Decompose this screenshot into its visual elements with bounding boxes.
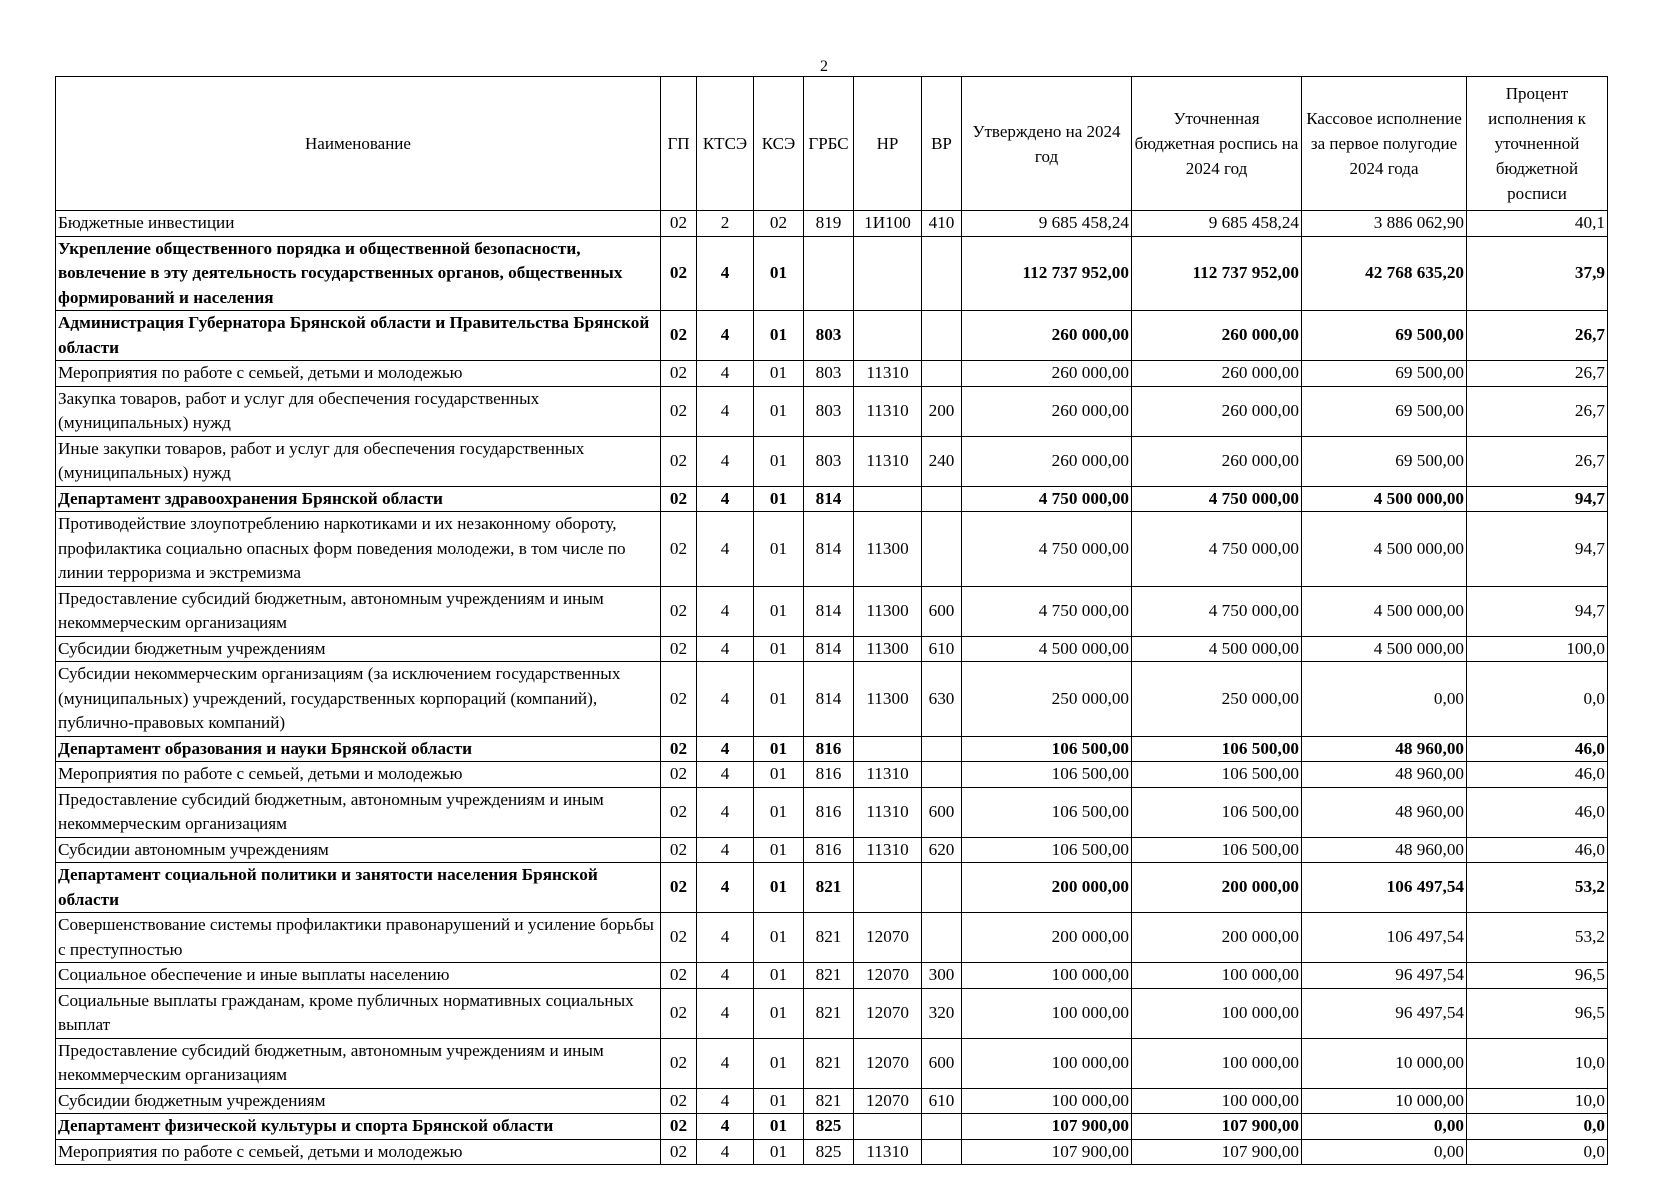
cell-percent: 26,7 [1467,361,1608,387]
cell-vr [922,486,962,512]
table-row [56,436,1608,486]
cell-name: Социальные выплаты гражданам, кроме публичных нормативных социальных выплат [56,988,661,1038]
table-row [56,736,1608,762]
cell-nr [854,486,922,512]
header-cash: Кассовое исполнение за первое полугодие 2024 года [1302,77,1467,211]
cell-approved: 106 500,00 [962,736,1132,762]
cell-ktse: 4 [697,512,754,587]
cell-name: Мероприятия по работе с семьей, детьми и молодежью [56,762,661,788]
cell-grbs: 803 [804,361,854,387]
cell-approved: 4 750 000,00 [962,586,1132,636]
cell-approved: 250 000,00 [962,662,1132,737]
cell-ktse: 4 [697,1088,754,1114]
cell-gp: 02 [661,1038,697,1088]
cell-ktse: 4 [697,863,754,913]
table-row [56,311,1608,361]
cell-vr: 610 [922,1088,962,1114]
table-row [56,837,1608,863]
cell-grbs: 821 [804,863,854,913]
cell-name: Бюджетные инвестиции [56,211,661,237]
cell-ktse: 2 [697,211,754,237]
cell-name: Субсидии автономным учреждениям [56,837,661,863]
cell-nr [854,863,922,913]
cell-percent: 96,5 [1467,963,1608,989]
cell-vr: 410 [922,211,962,237]
cell-ktse: 4 [697,736,754,762]
cell-nr: 11310 [854,762,922,788]
cell-percent: 37,9 [1467,236,1608,311]
cell-percent: 26,7 [1467,311,1608,361]
cell-ktse: 4 [697,837,754,863]
cell-name: Укрепление общественного порядка и общественной безопасности, вовлечение в эту деятельность государственных органов, общественных формирований и населения [56,236,661,311]
cell-kse: 01 [754,913,804,963]
cell-name: Администрация Губернатора Брянской области и Правительства Брянской области [56,311,661,361]
cell-kse: 01 [754,1114,804,1140]
cell-nr [854,1114,922,1140]
cell-refined: 107 900,00 [1132,1139,1302,1165]
cell-percent: 53,2 [1467,863,1608,913]
cell-grbs: 816 [804,736,854,762]
header-nr: НР [854,77,922,211]
cell-gp: 02 [661,863,697,913]
cell-ktse: 4 [697,1038,754,1088]
cell-vr [922,913,962,963]
cell-cash: 69 500,00 [1302,436,1467,486]
table-row [56,512,1608,587]
cell-gp: 02 [661,436,697,486]
cell-ktse: 4 [697,662,754,737]
cell-percent: 46,0 [1467,837,1608,863]
cell-kse: 01 [754,787,804,837]
table-row [56,963,1608,989]
cell-ktse: 4 [697,436,754,486]
cell-approved: 100 000,00 [962,963,1132,989]
cell-grbs: 803 [804,436,854,486]
cell-approved: 9 685 458,24 [962,211,1132,237]
cell-name: Департамент образования и науки Брянской области [56,736,661,762]
cell-gp: 02 [661,636,697,662]
cell-approved: 112 737 952,00 [962,236,1132,311]
cell-vr [922,863,962,913]
cell-vr [922,361,962,387]
cell-grbs: 821 [804,963,854,989]
table-row [56,1139,1608,1165]
cell-cash: 48 960,00 [1302,787,1467,837]
cell-cash: 0,00 [1302,1139,1467,1165]
cell-kse: 01 [754,963,804,989]
cell-cash: 106 497,54 [1302,913,1467,963]
table-row [56,636,1608,662]
table-row [56,1114,1608,1140]
cell-kse: 01 [754,762,804,788]
cell-gp: 02 [661,311,697,361]
cell-refined: 260 000,00 [1132,386,1302,436]
cell-grbs: 814 [804,512,854,587]
cell-vr [922,736,962,762]
cell-kse: 01 [754,311,804,361]
cell-cash: 69 500,00 [1302,361,1467,387]
cell-refined: 260 000,00 [1132,436,1302,486]
cell-cash: 0,00 [1302,662,1467,737]
cell-approved: 260 000,00 [962,361,1132,387]
cell-approved: 107 900,00 [962,1139,1132,1165]
cell-name: Противодействие злоупотреблению наркотиками и их незаконному обороту, профилактика социально опасных форм поведения молодежи, в том числе по линии терроризма и экстремизма [56,512,661,587]
cell-grbs: 825 [804,1139,854,1165]
cell-refined: 9 685 458,24 [1132,211,1302,237]
cell-name: Субсидии некоммерческим организациям (за исключением государственных (муниципальных) учреждений, государственных корпораций (компаний), публично-правовых компаний) [56,662,661,737]
cell-grbs [804,236,854,311]
cell-nr: 11300 [854,662,922,737]
cell-nr: 11300 [854,512,922,587]
cell-nr: 11310 [854,1139,922,1165]
header-ktse: КТСЭ [697,77,754,211]
cell-kse: 01 [754,1038,804,1088]
cell-percent: 46,0 [1467,787,1608,837]
cell-cash: 106 497,54 [1302,863,1467,913]
cell-ktse: 4 [697,988,754,1038]
cell-name: Департамент социальной политики и занятости населения Брянской области [56,863,661,913]
cell-gp: 02 [661,236,697,311]
cell-approved: 100 000,00 [962,1038,1132,1088]
cell-kse: 01 [754,386,804,436]
cell-name: Предоставление субсидий бюджетным, автономным учреждениям и иным некоммерческим организациям [56,586,661,636]
cell-grbs: 814 [804,586,854,636]
cell-nr [854,311,922,361]
cell-gp: 02 [661,1139,697,1165]
cell-refined: 106 500,00 [1132,762,1302,788]
cell-kse: 01 [754,736,804,762]
cell-ktse: 4 [697,586,754,636]
cell-refined: 200 000,00 [1132,863,1302,913]
table-body [56,211,1608,1165]
cell-cash: 10 000,00 [1302,1038,1467,1088]
cell-nr: 11300 [854,586,922,636]
cell-gp: 02 [661,913,697,963]
cell-percent: 53,2 [1467,913,1608,963]
cell-gp: 02 [661,512,697,587]
cell-ktse: 4 [697,762,754,788]
cell-ktse: 4 [697,386,754,436]
table-row [56,988,1608,1038]
cell-name: Департамент здравоохранения Брянской области [56,486,661,512]
cell-refined: 106 500,00 [1132,736,1302,762]
cell-gp: 02 [661,1114,697,1140]
cell-name: Предоставление субсидий бюджетным, автономным учреждениям и иным некоммерческим организациям [56,1038,661,1088]
table-row [56,863,1608,913]
cell-percent: 96,5 [1467,988,1608,1038]
cell-grbs: 821 [804,913,854,963]
table-row [56,486,1608,512]
cell-gp: 02 [661,736,697,762]
cell-percent: 40,1 [1467,211,1608,237]
cell-approved: 100 000,00 [962,1088,1132,1114]
cell-nr: 12070 [854,913,922,963]
cell-gp: 02 [661,1088,697,1114]
cell-refined: 250 000,00 [1132,662,1302,737]
cell-cash: 10 000,00 [1302,1088,1467,1114]
cell-name: Мероприятия по работе с семьей, детьми и молодежью [56,1139,661,1165]
cell-cash: 96 497,54 [1302,963,1467,989]
cell-kse: 01 [754,512,804,587]
table-row [56,1088,1608,1114]
cell-vr [922,236,962,311]
cell-approved: 200 000,00 [962,863,1132,913]
cell-refined: 100 000,00 [1132,988,1302,1038]
cell-nr: 12070 [854,1088,922,1114]
cell-cash: 4 500 000,00 [1302,486,1467,512]
table-row [56,762,1608,788]
cell-name: Совершенствование системы профилактики правонарушений и усиление борьбы с преступностью [56,913,661,963]
cell-ktse: 4 [697,361,754,387]
cell-approved: 100 000,00 [962,988,1132,1038]
cell-grbs: 821 [804,1038,854,1088]
cell-grbs: 821 [804,988,854,1038]
cell-vr: 610 [922,636,962,662]
cell-vr: 300 [922,963,962,989]
cell-nr: 1И100 [854,211,922,237]
cell-vr: 600 [922,787,962,837]
cell-refined: 4 750 000,00 [1132,512,1302,587]
cell-grbs: 803 [804,311,854,361]
cell-gp: 02 [661,586,697,636]
header-gp: ГП [661,77,697,211]
cell-percent: 26,7 [1467,386,1608,436]
cell-ktse: 4 [697,1114,754,1140]
cell-vr [922,311,962,361]
cell-grbs: 819 [804,211,854,237]
cell-refined: 4 750 000,00 [1132,486,1302,512]
table-row [56,586,1608,636]
cell-grbs: 816 [804,837,854,863]
page-number: 2 [820,58,828,75]
cell-nr: 11300 [854,636,922,662]
cell-approved: 4 500 000,00 [962,636,1132,662]
cell-refined: 4 750 000,00 [1132,586,1302,636]
cell-vr: 320 [922,988,962,1038]
cell-vr: 200 [922,386,962,436]
cell-approved: 4 750 000,00 [962,486,1132,512]
cell-gp: 02 [661,211,697,237]
cell-gp: 02 [661,762,697,788]
cell-cash: 48 960,00 [1302,762,1467,788]
cell-gp: 02 [661,361,697,387]
cell-nr: 11310 [854,787,922,837]
cell-cash: 96 497,54 [1302,988,1467,1038]
cell-cash: 4 500 000,00 [1302,512,1467,587]
cell-kse: 01 [754,436,804,486]
cell-approved: 200 000,00 [962,913,1132,963]
cell-ktse: 4 [697,486,754,512]
cell-gp: 02 [661,386,697,436]
cell-kse: 01 [754,837,804,863]
cell-name: Предоставление субсидий бюджетным, автономным учреждениям и иным некоммерческим организациям [56,787,661,837]
table-row [56,662,1608,737]
cell-nr [854,236,922,311]
table-row [56,236,1608,311]
cell-kse: 01 [754,636,804,662]
header-approved: Утверждено на 2024 год [962,77,1132,211]
cell-gp: 02 [661,486,697,512]
cell-kse: 01 [754,863,804,913]
cell-approved: 260 000,00 [962,311,1132,361]
cell-vr [922,1139,962,1165]
cell-approved: 4 750 000,00 [962,512,1132,587]
cell-gp: 02 [661,988,697,1038]
cell-vr: 620 [922,837,962,863]
cell-ktse: 4 [697,311,754,361]
cell-nr: 11310 [854,436,922,486]
cell-refined: 100 000,00 [1132,963,1302,989]
header-name: Наименование [56,77,661,211]
cell-nr: 12070 [854,988,922,1038]
cell-cash: 48 960,00 [1302,736,1467,762]
table-row [56,386,1608,436]
cell-name: Иные закупки товаров, работ и услуг для обеспечения государственных (муниципальных) нужд [56,436,661,486]
table-row [56,787,1608,837]
cell-kse: 01 [754,662,804,737]
cell-percent: 10,0 [1467,1038,1608,1088]
cell-cash: 4 500 000,00 [1302,586,1467,636]
cell-name: Социальное обеспечение и иные выплаты населению [56,963,661,989]
cell-grbs: 821 [804,1088,854,1114]
cell-kse: 01 [754,1088,804,1114]
cell-nr: 11310 [854,837,922,863]
cell-cash: 69 500,00 [1302,386,1467,436]
cell-percent: 94,7 [1467,512,1608,587]
cell-name: Закупка товаров, работ и услуг для обеспечения государственных (муниципальных) нужд [56,386,661,436]
cell-approved: 260 000,00 [962,436,1132,486]
table-row [56,211,1608,237]
cell-grbs: 825 [804,1114,854,1140]
cell-vr: 630 [922,662,962,737]
cell-vr [922,1114,962,1140]
header-row [56,77,1608,211]
cell-cash: 69 500,00 [1302,311,1467,361]
budget-execution-table [55,76,1608,1165]
cell-refined: 106 500,00 [1132,837,1302,863]
cell-kse: 01 [754,586,804,636]
cell-kse: 01 [754,988,804,1038]
cell-approved: 260 000,00 [962,386,1132,436]
cell-ktse: 4 [697,236,754,311]
cell-percent: 10,0 [1467,1088,1608,1114]
cell-grbs: 803 [804,386,854,436]
cell-nr: 11310 [854,386,922,436]
header-percent: Процент исполнения к уточненной бюджетной росписи [1467,77,1608,211]
cell-refined: 107 900,00 [1132,1114,1302,1140]
cell-grbs: 814 [804,486,854,512]
header-kse: КСЭ [754,77,804,211]
cell-percent: 26,7 [1467,436,1608,486]
cell-ktse: 4 [697,636,754,662]
cell-refined: 4 500 000,00 [1132,636,1302,662]
cell-grbs: 814 [804,636,854,662]
cell-grbs: 814 [804,662,854,737]
cell-approved: 106 500,00 [962,787,1132,837]
cell-percent: 94,7 [1467,586,1608,636]
cell-approved: 106 500,00 [962,837,1132,863]
cell-percent: 94,7 [1467,486,1608,512]
cell-vr: 600 [922,1038,962,1088]
cell-kse: 02 [754,211,804,237]
cell-ktse: 4 [697,963,754,989]
cell-refined: 100 000,00 [1132,1088,1302,1114]
cell-cash: 4 500 000,00 [1302,636,1467,662]
cell-vr: 240 [922,436,962,486]
cell-approved: 106 500,00 [962,762,1132,788]
cell-gp: 02 [661,837,697,863]
cell-percent: 0,0 [1467,1114,1608,1140]
cell-vr [922,512,962,587]
table-row [56,1038,1608,1088]
cell-refined: 106 500,00 [1132,787,1302,837]
cell-name: Субсидии бюджетным учреждениям [56,1088,661,1114]
cell-ktse: 4 [697,1139,754,1165]
cell-approved: 107 900,00 [962,1114,1132,1140]
cell-cash: 3 886 062,90 [1302,211,1467,237]
cell-nr: 12070 [854,1038,922,1088]
cell-name: Мероприятия по работе с семьей, детьми и молодежью [56,361,661,387]
table-row [56,913,1608,963]
cell-percent: 46,0 [1467,762,1608,788]
cell-kse: 01 [754,1139,804,1165]
cell-kse: 01 [754,236,804,311]
cell-name: Департамент физической культуры и спорта Брянской области [56,1114,661,1140]
cell-refined: 260 000,00 [1132,311,1302,361]
cell-percent: 46,0 [1467,736,1608,762]
cell-gp: 02 [661,662,697,737]
cell-ktse: 4 [697,913,754,963]
cell-refined: 260 000,00 [1132,361,1302,387]
cell-percent: 100,0 [1467,636,1608,662]
cell-nr [854,736,922,762]
cell-refined: 100 000,00 [1132,1038,1302,1088]
cell-cash: 0,00 [1302,1114,1467,1140]
cell-name: Субсидии бюджетным учреждениям [56,636,661,662]
cell-gp: 02 [661,787,697,837]
cell-percent: 0,0 [1467,1139,1608,1165]
cell-refined: 112 737 952,00 [1132,236,1302,311]
header-refined: Уточненная бюджетная роспись на 2024 год [1132,77,1302,211]
cell-kse: 01 [754,486,804,512]
header-grbs: ГРБС [804,77,854,211]
cell-kse: 01 [754,361,804,387]
cell-nr: 11310 [854,361,922,387]
cell-ktse: 4 [697,787,754,837]
cell-percent: 0,0 [1467,662,1608,737]
cell-grbs: 816 [804,787,854,837]
cell-grbs: 816 [804,762,854,788]
cell-gp: 02 [661,963,697,989]
header-vr: ВР [922,77,962,211]
cell-refined: 200 000,00 [1132,913,1302,963]
cell-cash: 42 768 635,20 [1302,236,1467,311]
cell-cash: 48 960,00 [1302,837,1467,863]
cell-vr [922,762,962,788]
cell-vr: 600 [922,586,962,636]
cell-nr: 12070 [854,963,922,989]
table-row [56,361,1608,387]
